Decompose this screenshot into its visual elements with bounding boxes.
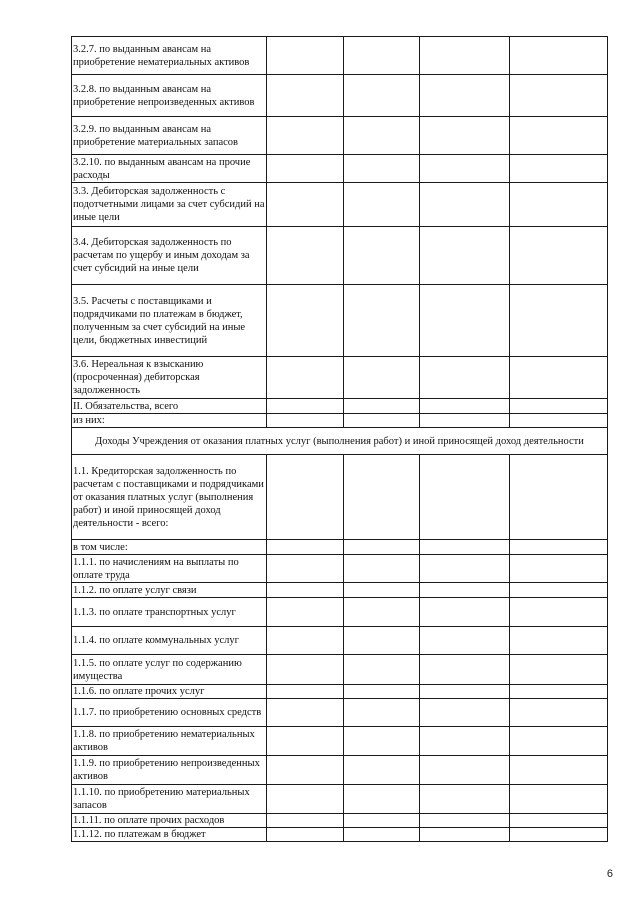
value-cell[interactable] xyxy=(344,727,420,756)
value-cell[interactable] xyxy=(267,583,344,598)
value-cell[interactable] xyxy=(510,727,608,756)
value-cell[interactable] xyxy=(344,555,420,583)
value-cell[interactable] xyxy=(344,227,420,285)
value-cell[interactable] xyxy=(344,699,420,727)
row-label: 3.2.9. по выданным авансам на приобретение материальных запасов xyxy=(72,117,267,155)
value-cell[interactable] xyxy=(344,117,420,155)
value-cell[interactable] xyxy=(510,555,608,583)
value-cell[interactable] xyxy=(420,814,510,828)
value-cell[interactable] xyxy=(420,227,510,285)
value-cell[interactable] xyxy=(267,814,344,828)
table-row xyxy=(72,540,608,555)
table-row xyxy=(72,828,608,842)
value-cell[interactable] xyxy=(267,399,344,414)
value-cell[interactable] xyxy=(510,540,608,555)
row-label: II. Обязательства, всего xyxy=(72,399,267,414)
value-cell[interactable] xyxy=(344,37,420,75)
row-label: 1.1.9. по приобретению непроизведенных активов xyxy=(72,756,267,785)
row-label: 1.1.1. по начислениям на выплаты по оплате труда xyxy=(72,555,267,583)
value-cell[interactable] xyxy=(420,399,510,414)
row-label: из них: xyxy=(72,414,267,428)
value-cell[interactable] xyxy=(510,699,608,727)
value-cell[interactable] xyxy=(510,655,608,685)
value-cell[interactable] xyxy=(267,414,344,428)
value-cell[interactable] xyxy=(344,598,420,627)
value-cell[interactable] xyxy=(510,285,608,357)
value-cell[interactable] xyxy=(344,785,420,814)
value-cell[interactable] xyxy=(344,756,420,785)
value-cell[interactable] xyxy=(267,455,344,540)
value-cell[interactable] xyxy=(510,627,608,655)
value-cell[interactable] xyxy=(420,685,510,699)
table-row xyxy=(72,727,608,756)
value-cell[interactable] xyxy=(420,37,510,75)
table-row xyxy=(72,627,608,655)
value-cell[interactable] xyxy=(420,117,510,155)
page-number: 6 xyxy=(606,868,613,880)
value-cell[interactable] xyxy=(420,756,510,785)
value-cell[interactable] xyxy=(420,285,510,357)
value-cell[interactable] xyxy=(420,655,510,685)
value-cell[interactable] xyxy=(420,555,510,583)
value-cell[interactable] xyxy=(267,540,344,555)
value-cell[interactable] xyxy=(420,727,510,756)
value-cell[interactable] xyxy=(267,627,344,655)
value-cell[interactable] xyxy=(267,756,344,785)
value-cell[interactable] xyxy=(420,828,510,842)
value-cell[interactable] xyxy=(344,357,420,399)
value-cell[interactable] xyxy=(510,155,608,183)
value-cell[interactable] xyxy=(510,357,608,399)
value-cell[interactable] xyxy=(420,540,510,555)
table-row xyxy=(72,414,608,428)
value-cell[interactable] xyxy=(344,685,420,699)
table-row xyxy=(72,699,608,727)
value-cell[interactable] xyxy=(510,37,608,75)
row-label: в том числе: xyxy=(72,540,267,555)
row-label: 3.5. Расчеты с поставщиками и подрядчиками по платежам в бюджет, полученным за счет субсидий на иные цели, бюджетных инвестиций xyxy=(72,285,267,357)
value-cell[interactable] xyxy=(344,399,420,414)
value-cell[interactable] xyxy=(344,455,420,540)
table-row xyxy=(72,814,608,828)
value-cell[interactable] xyxy=(267,155,344,183)
value-cell[interactable] xyxy=(267,227,344,285)
table-row xyxy=(72,37,608,75)
row-label: 1.1.10. по приобретению материальных запасов xyxy=(72,785,267,814)
value-cell[interactable] xyxy=(510,414,608,428)
value-cell[interactable] xyxy=(510,785,608,814)
value-cell[interactable] xyxy=(420,627,510,655)
row-label: 1.1.4. по оплате коммунальных услуг xyxy=(72,627,267,655)
table-row xyxy=(72,785,608,814)
row-label: 3.4. Дебиторская задолженность по расчетам по ущербу и иным доходам за счет субсидий на иные цели xyxy=(72,227,267,285)
value-cell[interactable] xyxy=(510,117,608,155)
value-cell[interactable] xyxy=(267,727,344,756)
value-cell[interactable] xyxy=(420,699,510,727)
table-row xyxy=(72,183,608,227)
row-label: 3.2.8. по выданным авансам на приобретение непроизведенных активов xyxy=(72,75,267,117)
row-label: 1.1.7. по приобретению основных средств xyxy=(72,699,267,727)
value-cell[interactable] xyxy=(267,685,344,699)
table-row xyxy=(72,75,608,117)
value-cell[interactable] xyxy=(267,555,344,583)
table-row xyxy=(72,357,608,399)
row-label: 1.1.3. по оплате транспортных услуг xyxy=(72,598,267,627)
report-table-body xyxy=(72,37,608,842)
value-cell[interactable] xyxy=(420,75,510,117)
row-label: 1.1.8. по приобретению нематериальных активов xyxy=(72,727,267,756)
value-cell[interactable] xyxy=(510,598,608,627)
financial-report-table xyxy=(71,36,608,842)
row-label: 1.1. Кредиторская задолженность по расчетам с поставщиками и подрядчиками от оказания платных услуг (выполнения работ) и иной приносящей доход деятельности - всего: xyxy=(72,455,267,540)
value-cell[interactable] xyxy=(344,814,420,828)
value-cell[interactable] xyxy=(267,285,344,357)
value-cell[interactable] xyxy=(267,75,344,117)
section-header-row xyxy=(72,428,608,455)
value-cell[interactable] xyxy=(267,598,344,627)
value-cell[interactable] xyxy=(510,756,608,785)
value-cell[interactable] xyxy=(344,828,420,842)
value-cell[interactable] xyxy=(344,540,420,555)
value-cell[interactable] xyxy=(510,183,608,227)
value-cell[interactable] xyxy=(267,828,344,842)
value-cell[interactable] xyxy=(267,699,344,727)
value-cell[interactable] xyxy=(510,828,608,842)
section-title: Доходы Учреждения от оказания платных услуг (выполнения работ) и иной приносящей доход деятельности xyxy=(72,428,608,455)
row-label: 3.3. Дебиторская задолженность с подотчетными лицами за счет субсидий на иные цели xyxy=(72,183,267,227)
table-row xyxy=(72,555,608,583)
value-cell[interactable] xyxy=(267,357,344,399)
row-label: 1.1.11. по оплате прочих расходов xyxy=(72,814,267,828)
table-row xyxy=(72,117,608,155)
value-cell[interactable] xyxy=(267,655,344,685)
row-label: 3.2.10. по выданным авансам на прочие расходы xyxy=(72,155,267,183)
value-cell[interactable] xyxy=(344,627,420,655)
value-cell[interactable] xyxy=(344,655,420,685)
value-cell[interactable] xyxy=(510,583,608,598)
value-cell[interactable] xyxy=(510,75,608,117)
value-cell[interactable] xyxy=(267,785,344,814)
row-label: 1.1.2. по оплате услуг связи xyxy=(72,583,267,598)
table-row xyxy=(72,583,608,598)
table-row xyxy=(72,285,608,357)
value-cell[interactable] xyxy=(420,785,510,814)
value-cell[interactable] xyxy=(420,598,510,627)
value-cell[interactable] xyxy=(344,183,420,227)
row-label: 1.1.6. по оплате прочих услуг xyxy=(72,685,267,699)
row-label: 1.1.5. по оплате услуг по содержанию имущества xyxy=(72,655,267,685)
table-row xyxy=(72,598,608,627)
value-cell[interactable] xyxy=(344,285,420,357)
value-cell[interactable] xyxy=(420,414,510,428)
value-cell[interactable] xyxy=(267,117,344,155)
value-cell[interactable] xyxy=(420,357,510,399)
value-cell[interactable] xyxy=(510,227,608,285)
row-label: 3.2.7. по выданным авансам на приобретение нематериальных активов xyxy=(72,37,267,75)
value-cell[interactable] xyxy=(344,414,420,428)
row-label: 1.1.12. по платежам в бюджет xyxy=(72,828,267,842)
table-row xyxy=(72,756,608,785)
value-cell[interactable] xyxy=(420,155,510,183)
table-row xyxy=(72,655,608,685)
value-cell[interactable] xyxy=(510,399,608,414)
value-cell[interactable] xyxy=(344,155,420,183)
value-cell[interactable] xyxy=(420,455,510,540)
value-cell[interactable] xyxy=(510,814,608,828)
value-cell[interactable] xyxy=(510,455,608,540)
value-cell[interactable] xyxy=(267,183,344,227)
table-row xyxy=(72,455,608,540)
value-cell[interactable] xyxy=(267,37,344,75)
value-cell[interactable] xyxy=(420,183,510,227)
table-row xyxy=(72,685,608,699)
table-row xyxy=(72,227,608,285)
table-row xyxy=(72,155,608,183)
value-cell[interactable] xyxy=(344,75,420,117)
row-label: 3.6. Нереальная к взысканию (просроченная) дебиторская задолженность xyxy=(72,357,267,399)
value-cell[interactable] xyxy=(420,583,510,598)
value-cell[interactable] xyxy=(510,685,608,699)
table-row xyxy=(72,399,608,414)
value-cell[interactable] xyxy=(344,583,420,598)
